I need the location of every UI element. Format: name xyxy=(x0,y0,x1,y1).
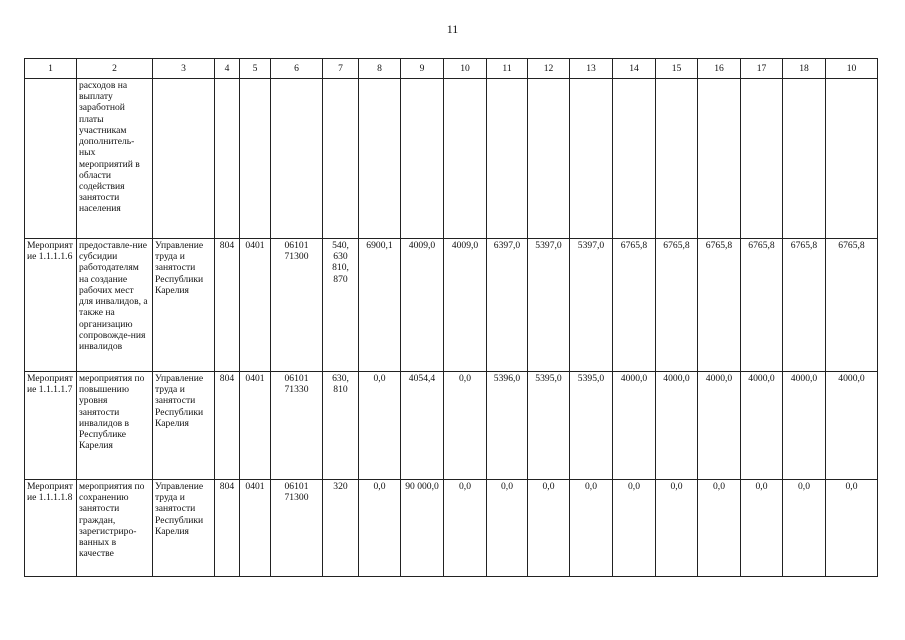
column-header: 10 xyxy=(826,59,878,79)
table-cell: 540, 630 810, 870 xyxy=(323,239,359,372)
table-cell: 06101 71300 xyxy=(271,239,323,372)
column-header: 13 xyxy=(570,59,613,79)
table-cell: 6765,8 xyxy=(741,239,783,372)
table-cell: 0,0 xyxy=(570,480,613,577)
column-header: 17 xyxy=(741,59,783,79)
table-cell: 0,0 xyxy=(656,480,698,577)
table-cell: Мероприятие 1.1.1.1.8 xyxy=(25,480,77,577)
table-cell: 5397,0 xyxy=(570,239,613,372)
table-cell: 6765,8 xyxy=(613,239,656,372)
column-header: 14 xyxy=(613,59,656,79)
table-cell: 5395,0 xyxy=(570,372,613,480)
table-cell: 4054,4 xyxy=(401,372,444,480)
column-header: 1 xyxy=(25,59,77,79)
table-cell: 0,0 xyxy=(613,480,656,577)
table-cell xyxy=(401,79,444,239)
table-cell: 6765,8 xyxy=(656,239,698,372)
table-cell: 4009,0 xyxy=(401,239,444,372)
table-cell: 5396,0 xyxy=(487,372,528,480)
table-cell: 0,0 xyxy=(359,480,401,577)
table-row xyxy=(25,480,878,577)
table-cell xyxy=(153,79,215,239)
table-cell xyxy=(826,79,878,239)
table-cell: 0,0 xyxy=(444,480,487,577)
column-header: 4 xyxy=(215,59,240,79)
table-cell: 4000,0 xyxy=(656,372,698,480)
table-cell: 06101 71330 xyxy=(271,372,323,480)
table-cell: 0,0 xyxy=(698,480,741,577)
table-cell: 6397,0 xyxy=(487,239,528,372)
table-cell: 804 xyxy=(215,239,240,372)
column-header: 15 xyxy=(656,59,698,79)
table-cell: 0,0 xyxy=(783,480,826,577)
table-cell: 5395,0 xyxy=(528,372,570,480)
table-cell: мероприятия по повышению уровня занятости инвалидов в Республике Карелия xyxy=(77,372,153,480)
table-cell xyxy=(271,79,323,239)
column-header: 5 xyxy=(240,59,271,79)
column-header: 6 xyxy=(271,59,323,79)
table-row xyxy=(25,79,878,239)
table-cell xyxy=(240,79,271,239)
table-cell: 06101 71300 xyxy=(271,480,323,577)
column-header: 18 xyxy=(783,59,826,79)
table-cell: 804 xyxy=(215,480,240,577)
table-row xyxy=(25,372,878,480)
table-cell: Управление труда и занятости Республики Карелия xyxy=(153,372,215,480)
table-row xyxy=(25,239,878,372)
table-cell xyxy=(323,79,359,239)
table-cell: 4000,0 xyxy=(613,372,656,480)
table-cell: 0401 xyxy=(240,480,271,577)
header-row xyxy=(25,59,878,79)
table-cell: 6900,1 xyxy=(359,239,401,372)
table-cell xyxy=(570,79,613,239)
column-header: 7 xyxy=(323,59,359,79)
table-cell: 4000,0 xyxy=(783,372,826,480)
table-cell: предоставле-ние субсидии работодателям на создание рабочих мест для инвалидов, а также на организацию сопровожде-ния инвалидов xyxy=(77,239,153,372)
table-cell: 6765,8 xyxy=(826,239,878,372)
column-header: 2 xyxy=(77,59,153,79)
table-cell: 6765,8 xyxy=(783,239,826,372)
table-cell xyxy=(359,79,401,239)
table-cell xyxy=(613,79,656,239)
table-cell: Управление труда и занятости Республики Карелия xyxy=(153,480,215,577)
table-cell: 4000,0 xyxy=(826,372,878,480)
table-cell xyxy=(528,79,570,239)
table-cell: 630, 810 xyxy=(323,372,359,480)
column-header: 16 xyxy=(698,59,741,79)
table-cell xyxy=(25,79,77,239)
column-header: 9 xyxy=(401,59,444,79)
table-cell xyxy=(215,79,240,239)
table-cell: 5397,0 xyxy=(528,239,570,372)
budget-table xyxy=(24,58,878,577)
table-cell xyxy=(741,79,783,239)
table-cell: мероприятия по сохранению занятости граждан, зарегистриро-ванных в качестве xyxy=(77,480,153,577)
table-cell xyxy=(783,79,826,239)
table-cell: 320 xyxy=(323,480,359,577)
table-cell: расходов на выплату заработной платы участникам дополнитель-ных мероприятий в области содействия занятости населения xyxy=(77,79,153,239)
table-cell: Управление труда и занятости Республики Карелия xyxy=(153,239,215,372)
column-header: 12 xyxy=(528,59,570,79)
column-header: 8 xyxy=(359,59,401,79)
table-cell: 4000,0 xyxy=(698,372,741,480)
table-cell: 0401 xyxy=(240,372,271,480)
table-cell xyxy=(444,79,487,239)
table-cell xyxy=(656,79,698,239)
column-header: 10 xyxy=(444,59,487,79)
table-cell: 4000,0 xyxy=(741,372,783,480)
table-cell: 4009,0 xyxy=(444,239,487,372)
page-number: 11 xyxy=(446,22,459,36)
column-header: 11 xyxy=(487,59,528,79)
table-cell: 0,0 xyxy=(487,480,528,577)
column-header: 3 xyxy=(153,59,215,79)
table-cell: 804 xyxy=(215,372,240,480)
table-cell: 0,0 xyxy=(826,480,878,577)
table-cell: Мероприятие 1.1.1.1.7 xyxy=(25,372,77,480)
table-cell: 0,0 xyxy=(359,372,401,480)
table-cell xyxy=(698,79,741,239)
table-cell: 90 000,0 xyxy=(401,480,444,577)
table-cell: 0,0 xyxy=(528,480,570,577)
table-cell: 6765,8 xyxy=(698,239,741,372)
table-cell: 0,0 xyxy=(444,372,487,480)
table-cell: 0,0 xyxy=(741,480,783,577)
table-cell xyxy=(487,79,528,239)
table-cell: 0401 xyxy=(240,239,271,372)
table-cell: Мероприятие 1.1.1.1.6 xyxy=(25,239,77,372)
